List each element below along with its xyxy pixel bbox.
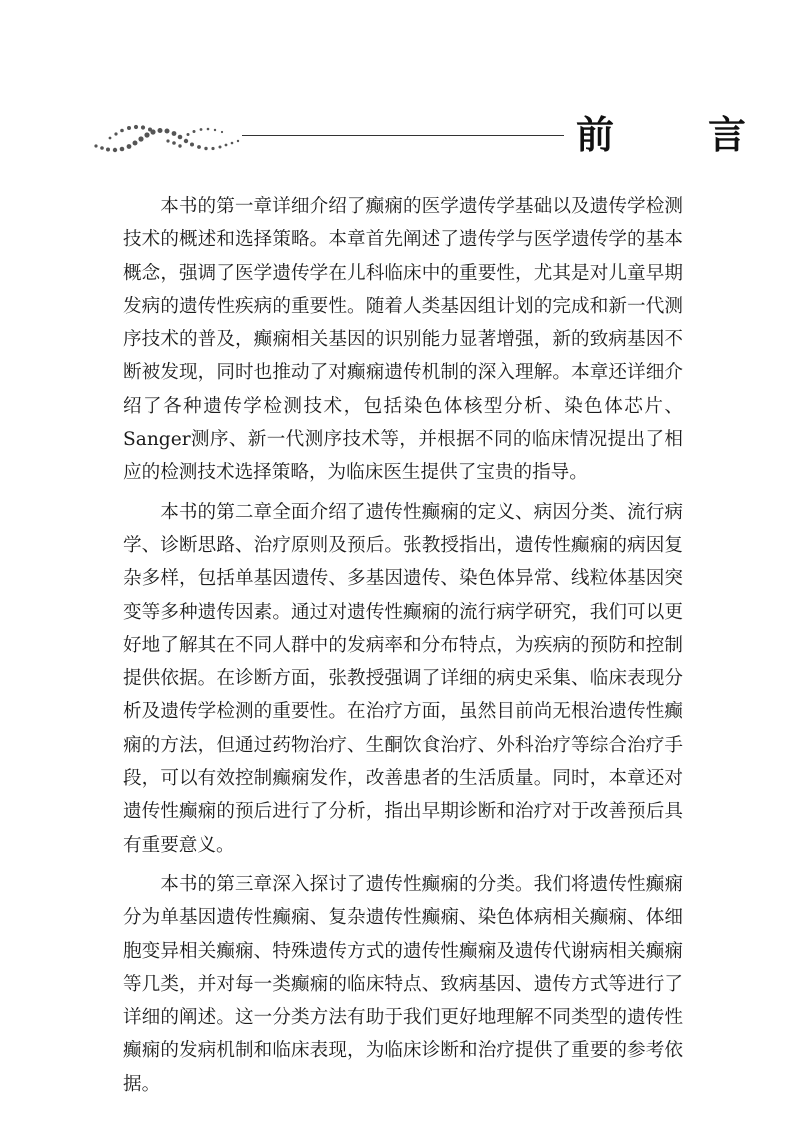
preface-body <box>123 190 683 1107</box>
page-title: 前 言 <box>576 112 775 157</box>
paragraph-chapter-3: 本书的第三章深入探讨了遗传性癫痫的分类。我们将遗传性癫痫分为单基因遗传性癫痫、复杂遗传性癫痫、染色体病相关癫痫、体细胞变异相关癫痫、特殊遗传方式的遗传性癫痫及遗传代谢病相关癫痫等几类，并对每一类癫痫的临床特点、致病基因、遗传方式等进行了详细的阐述。这一分类方法有助于我们更好地理解不同类型的遗传性癫痫的发病机制和临床表现，为临床诊断和治疗提供了重要的参考依据。 <box>123 873 683 1095</box>
dotted-wave-ornament <box>88 110 248 160</box>
header-rule <box>242 135 564 136</box>
page-header <box>0 100 800 170</box>
paragraph-chapter-2: 本书的第二章全面介绍了遗传性癫痫的定义、病因分类、流行病学、诊断思路、治疗原则及预后。张教授指出，遗传性癫痫的病因复杂多样，包括单基因遗传、多基因遗传、染色体异常、线粒体基因突变等多种遗传因素。通过对遗传性癫痫的流行病学研究，我们可以更好地了解其在不同人群中的发病率和分布特点，为疾病的预防和控制提供依据。在诊断方面，张教授强调了详细的病史采集、临床表现分析及遗传学检测的重要性。在治疗方面，虽然目前尚无根治遗传性癫痫的方法，但通过药物治疗、生酮饮食治疗、外科治疗等综合治疗手段，可以有效控制癫痫发作，改善患者的生活质量。同时，本章还对遗传性癫痫的预后进行了分析，指出早期诊断和治疗对于改善预后具有重要意义。 <box>123 501 683 856</box>
paragraph-chapter-1: 本书的第一章详细介绍了癫痫的医学遗传学基础以及遗传学检测技术的概述和选择策略。本章首先阐述了遗传学与医学遗传学的基本概念，强调了医学遗传学在儿科临床中的重要性，尤其是对儿童早期发病的遗传性疾病的重要性。随着人类基因组计划的完成和新一代测序技术的普及，癫痫相关基因的识别能力显著增强，新的致病基因不断被发现，同时也推动了对癫痫遗传机制的深入理解。本章还详细介绍了各种遗传学检测技术，包括染色体核型分析、染色体芯片、Sanger测序、新一代测序技术等，并根据不同的临床情况提出了相应的检测技术选择策略，为临床医生提供了宝贵的指导。 <box>123 196 683 484</box>
